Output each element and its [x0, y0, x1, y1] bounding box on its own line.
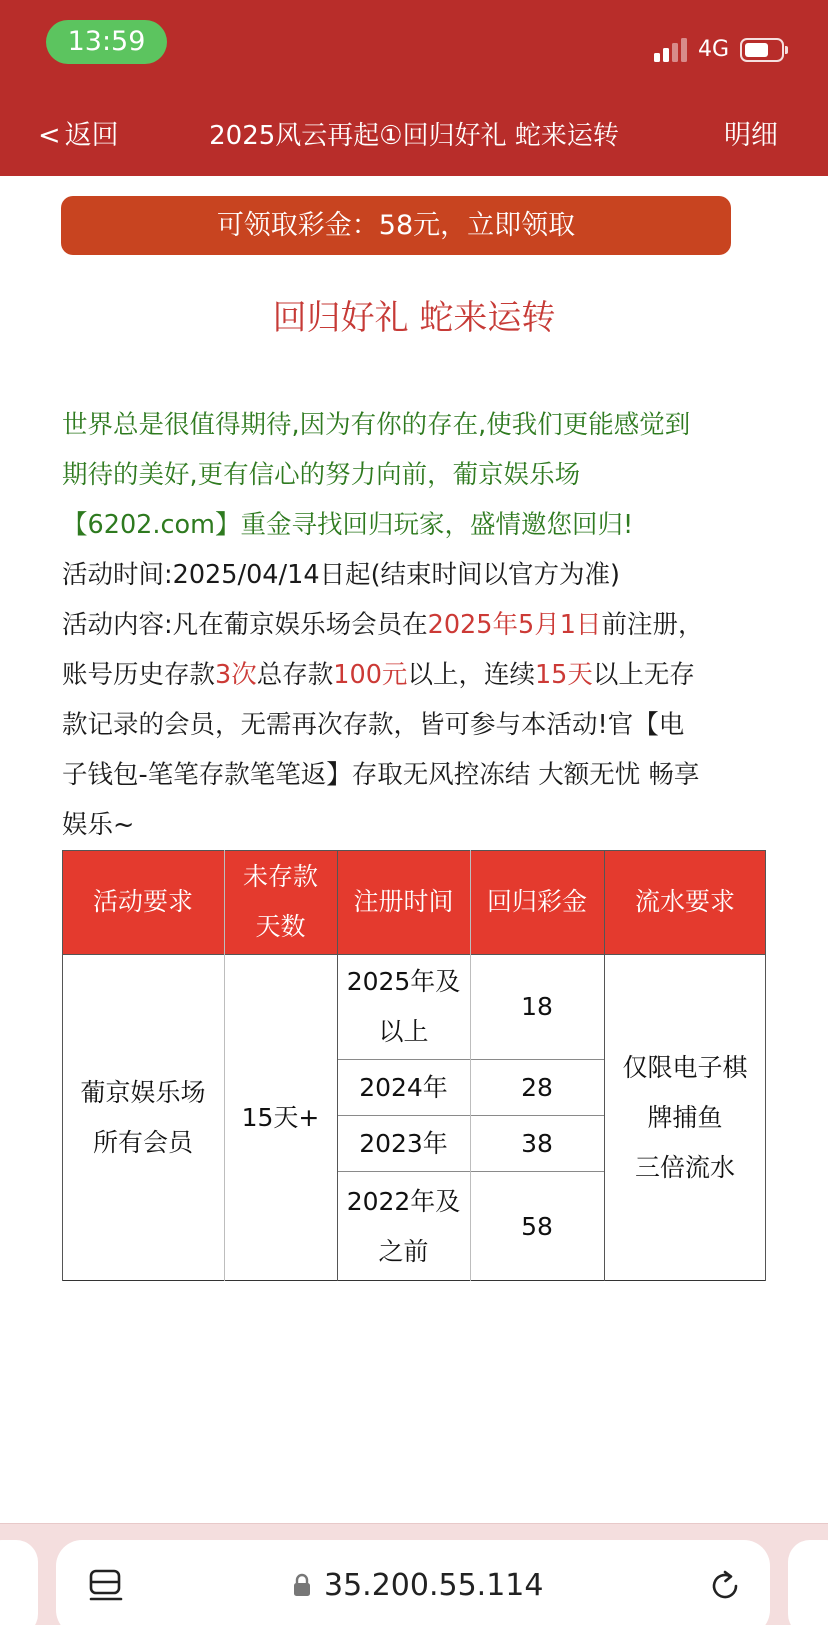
turnover-cell: 仅限电子棋 牌捕鱼 三倍流水	[604, 955, 766, 1281]
network-type: 4G	[698, 37, 730, 62]
intro-line: 世界总是很值得期待,因为有你的存在,使我们更能感觉到	[62, 410, 691, 440]
tabs-icon[interactable]	[88, 1568, 124, 1606]
status-time: 13:59	[46, 20, 167, 64]
inactive-days: 15天	[534, 660, 593, 690]
table-header-cell: 流水要求	[604, 850, 766, 954]
detail-button[interactable]: 明细	[724, 120, 778, 151]
next-tab-preview[interactable]	[788, 1540, 828, 1625]
previous-tab-preview[interactable]	[0, 1540, 38, 1625]
back-chevron-icon: <	[38, 120, 61, 151]
table-header-cell: 活动要求	[62, 850, 224, 954]
back-label: 返回	[64, 120, 119, 151]
requirement-cell: 葡京娱乐场 所有会员	[62, 955, 224, 1281]
back-button[interactable]	[38, 118, 119, 154]
days-cell: 15天+	[224, 955, 337, 1281]
promo-description	[62, 400, 774, 850]
table-header-cell: 注册时间	[337, 850, 470, 954]
page-title: 2025风云再起①回归好礼 蛇来运转	[209, 121, 619, 151]
table-header-cell: 未存款 天数	[224, 850, 337, 954]
battery-icon	[740, 38, 788, 62]
activity-time: 活动时间:2025/04/14日起(结束时间以官方为准)	[62, 560, 620, 590]
bonus-cell: 38	[470, 1116, 604, 1171]
deposit-amount: 100元	[333, 660, 408, 690]
claim-bonus-button[interactable]: 可领取彩金：58元，立即领取	[61, 196, 731, 255]
reg-time-cell: 2022年及 之前	[337, 1172, 470, 1281]
activity-content-line: 款记录的会员，无需再次存款，皆可参与本活动!官【电	[62, 710, 685, 740]
reg-time-cell: 2024年	[337, 1060, 470, 1115]
bonus-cell: 58	[470, 1172, 604, 1281]
reg-time-cell: 2023年	[337, 1116, 470, 1171]
bonus-cell: 18	[470, 955, 604, 1059]
table-header-cell: 回归彩金	[470, 850, 604, 954]
bonus-cell: 28	[470, 1060, 604, 1115]
signal-icon	[654, 38, 690, 62]
browser-toolbar	[0, 1523, 828, 1625]
reg-time-cell: 2025年及 以上	[337, 955, 470, 1059]
lock-icon	[292, 1573, 312, 1597]
activity-content-line: 娱乐~	[62, 810, 135, 840]
activity-content-line: 活动内容:凡在葡京娱乐场会员在2025年5月1日前注册，	[62, 610, 704, 640]
activity-content-line: 账号历史存款3次总存款100元以上，连续15天以上无存	[62, 660, 695, 690]
promo-headline: 回归好礼 蛇来运转	[272, 298, 556, 338]
intro-line: 【6202.com】重金寻找回归玩家，盛情邀您回归!	[62, 510, 634, 540]
app-header	[0, 0, 828, 176]
deadline-date: 2025年5月1日	[427, 610, 602, 640]
activity-content-line: 子钱包-笔笔存款笔笔返】存取无风控冻结 大额无忧 畅享	[62, 760, 700, 790]
deposit-count: 3次	[215, 660, 257, 690]
url-text[interactable]: 35.200.55.114	[324, 1568, 544, 1603]
reload-icon[interactable]	[708, 1568, 744, 1604]
intro-line: 期待的美好,更有信心的努力向前，葡京娱乐场	[62, 460, 581, 490]
promo-table	[62, 850, 766, 1281]
